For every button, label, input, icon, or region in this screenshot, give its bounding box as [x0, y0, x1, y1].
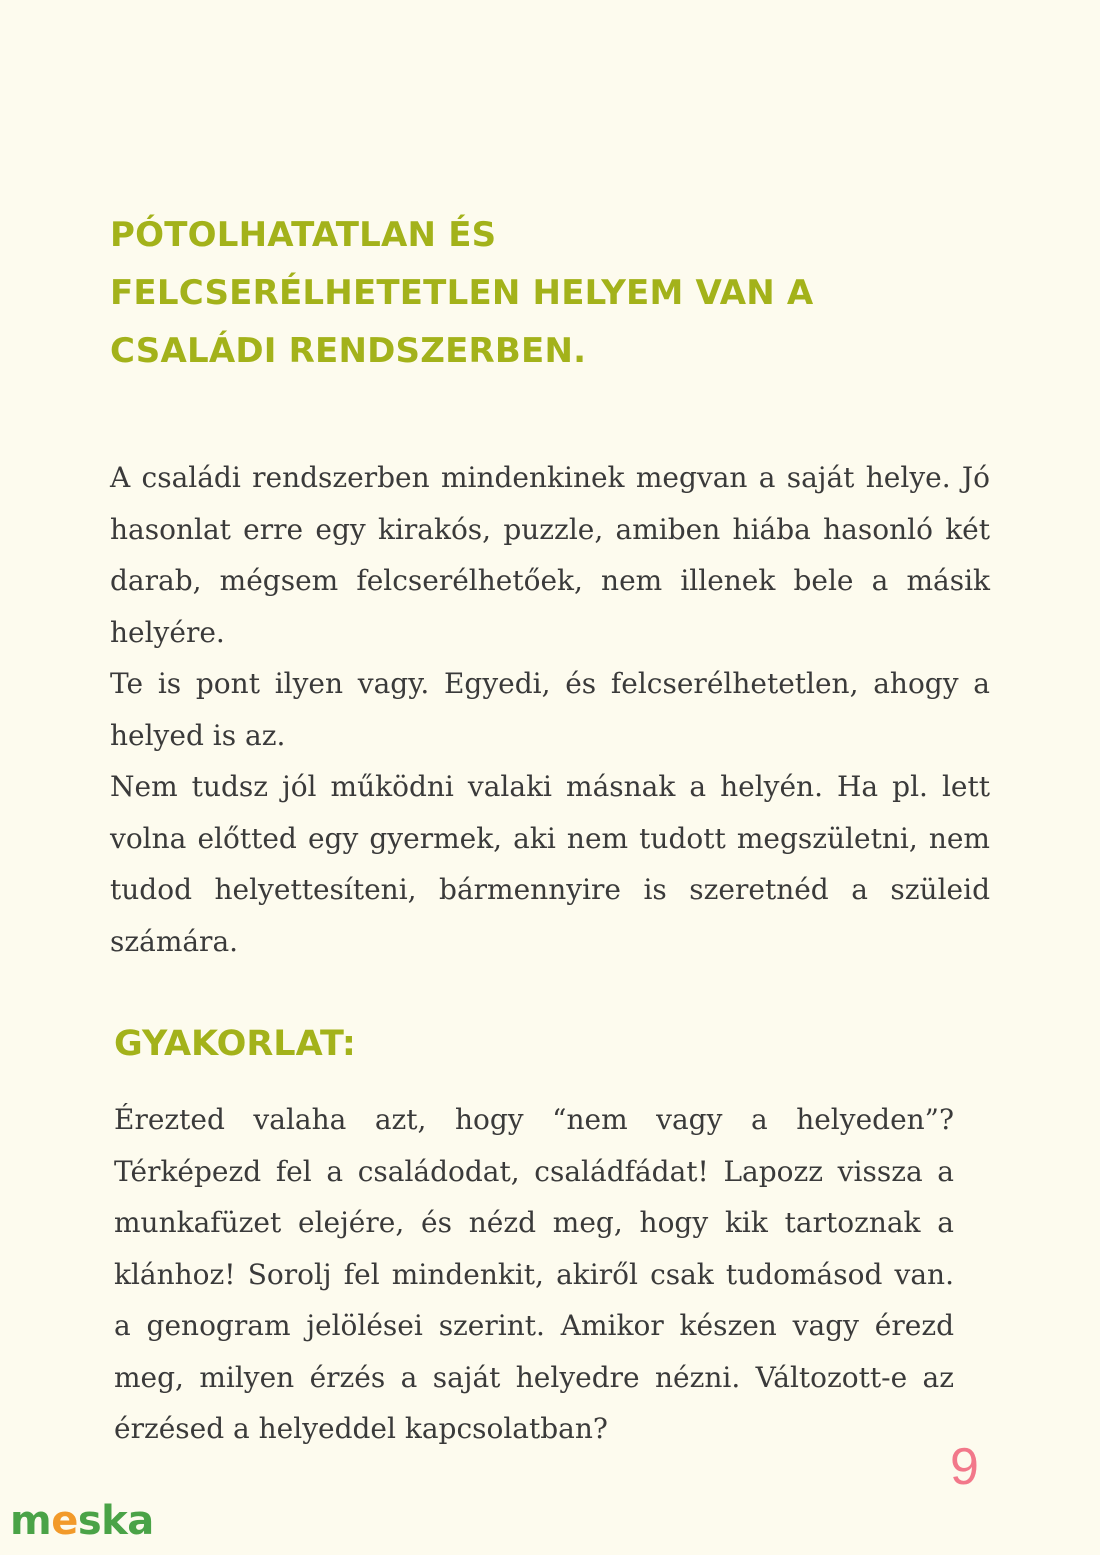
- page-title-line-1: PÓTOLHATATLAN ÉS: [110, 215, 497, 255]
- intro-paragraph-1: A családi rendszerben mindenkinek megvan a saját helye. Jó hasonlat erre egy kirakós, puzzle, amiben hiába hasonló két darab, mégsem felcserélhetőek, nem illenek bele a másik helyére.: [110, 461, 990, 649]
- intro-text: [110, 452, 990, 967]
- exercise-heading: GYAKORLAT:: [114, 1024, 356, 1064]
- meska-logo: meska: [10, 1498, 154, 1544]
- exercise-text: [114, 1094, 954, 1455]
- page-number: 9: [950, 1438, 979, 1496]
- exercise-paragraph: Érezted valaha azt, hogy “nem vagy a helyeden”? Térképezd fel a családodat, családfádat! Lapozz vissza a munkafüzet elejére, és nézd meg, hogy kik tartoznak a klánhoz! Sorolj fel mindenkit, akiről csak tudomásod van. a genogram jelölései szerint. Amikor készen vagy érezd meg, milyen érzés a saját helyedre nézni. Változott-e az érzésed a helyeddel kapcsolatban?: [114, 1103, 954, 1445]
- page-title: [110, 206, 1010, 380]
- page-title-line-3: CSALÁDI RENDSZERBEN.: [110, 331, 587, 371]
- page-title-line-2: FELCSERÉLHETETLEN HELYEM VAN A: [110, 273, 814, 313]
- intro-paragraph-2: Te is pont ilyen vagy. Egyedi, és felcserélhetetlen, ahogy a helyed is az.: [110, 667, 990, 752]
- intro-paragraph-3: Nem tudsz jól működni valaki másnak a helyén. Ha pl. lett volna előtted egy gyermek, aki nem tudott megszületni, nem tudod helyettesíteni, bármennyire is szeretnéd a szüleid számára.: [110, 770, 990, 958]
